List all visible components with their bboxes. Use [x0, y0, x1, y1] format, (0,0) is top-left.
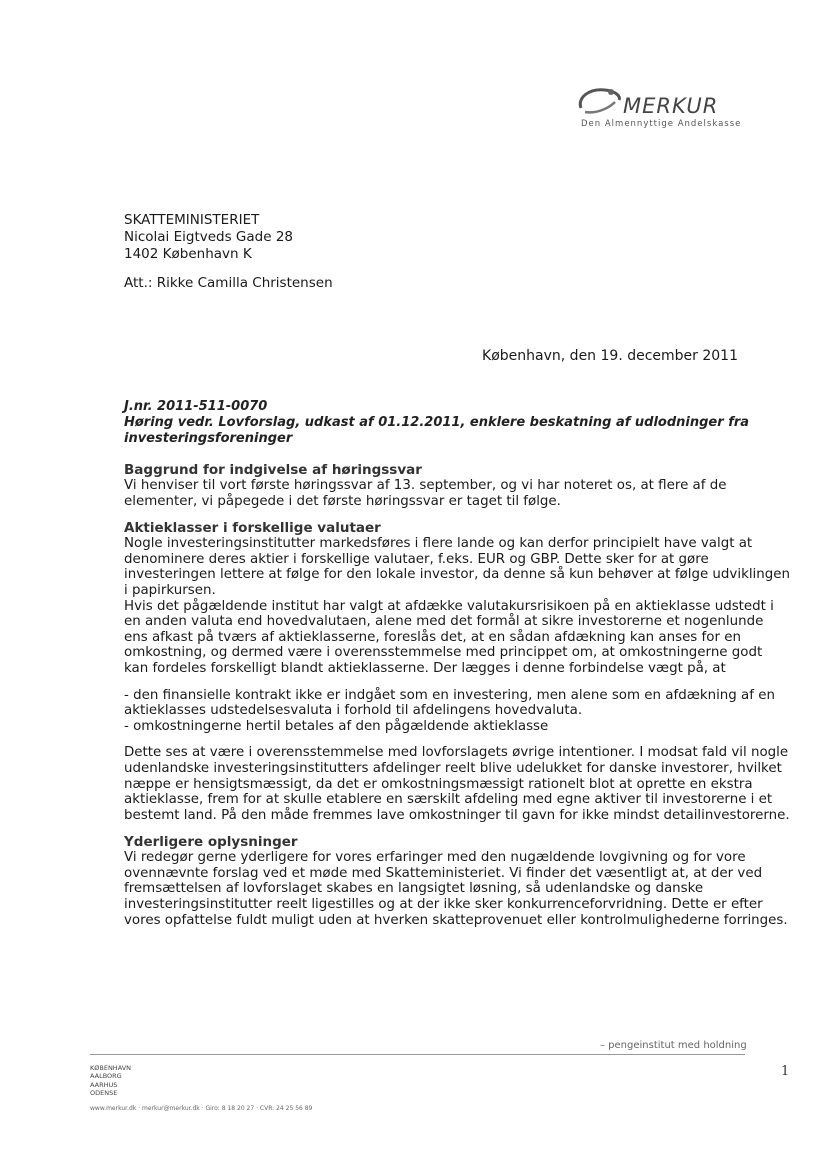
section-share-classes — [124, 520, 790, 823]
footer-web: www.merkur.dk · merkur@merkur.dk · Giro: 8 18 20 27 · CVR: 24 25 56 89 — [90, 1105, 313, 1112]
recipient-line: Nicolai Eigtveds Gade 28 — [124, 229, 294, 245]
journal-number: J.nr. 2011-511-0070 — [124, 399, 268, 414]
paragraph: Nogle investeringsinstitutter markedsføres i flere lande og kan derfor principielt have valgt at denominere deres aktier i forskellige valutaer, f.eks. EUR og GBP. Dette sker for at gøre investeringen lettere at følge for den lokale investor, da denne så kun behøver at følge udviklingen i papirkursen. — [124, 536, 790, 598]
section-heading: Yderligere oplysninger — [124, 834, 298, 851]
recipient-address — [124, 212, 293, 263]
footer-tagline: – pengeinstitut med holdning — [600, 1040, 747, 1051]
footer-city: ODENSE — [90, 1088, 118, 1097]
paragraph: Vi henviser til vort første høringssvar af 13. september, og vi har noteret os, at flere af de elementer, vi påpegede i det første høringssvar er taget til følge. — [124, 478, 727, 509]
date-line: København, den 19. december 2011 — [482, 348, 738, 364]
section-heading: Baggrund for indgivelse af høringssvar — [124, 462, 422, 478]
recipient-line: 1402 København K — [124, 246, 252, 262]
recipient-line: SKATTEMINISTERIET — [124, 212, 260, 228]
footer-city: AALBORG — [90, 1072, 122, 1081]
subject-text: Høring vedr. Lovforslag, udkast af 01.12.2011, enklere beskatning af udlodninger fra investeringsforeninger — [124, 415, 750, 446]
logo-tagline: Den Almennyttige Andelskasse — [581, 119, 742, 129]
attention-line: Att.: Rikke Camilla Christensen — [124, 275, 333, 291]
section-further-info — [124, 834, 790, 928]
logo-name: MERKUR — [623, 94, 719, 118]
page-number: 1 — [781, 1064, 790, 1079]
footer-city: AARHUS — [90, 1080, 118, 1089]
merkur-logo — [575, 84, 755, 134]
footer-city: KØBENHAVN — [90, 1064, 132, 1072]
footer-divider — [90, 1054, 745, 1055]
section-heading: Aktieklasser i forskellige valutaer — [124, 520, 381, 537]
paragraph: Dette ses at være i overensstemmelse med lovforslagets øvrige intentioner. I modsat fald vil nogle udenlandske investeringsinstitutters afdelinger reelt blive udelukket for danske investorer, hvilket næppe er hensigtsmæssigt, da det er omkostningsmæssigt rationelt blot at oprette en ekstra aktieklasse, frem for at skulle etablere en særskilt afdeling med egne aktiver til investorerne i et bestemt land. På den måde fremmes lave omkostninger til gavn for ikke mindst detailinvestorerne. — [124, 745, 790, 823]
paragraph: Vi redegør gerne yderligere for vores erfaringer med den nugældende lovgivning og for vore ovennævnte forslag ved et møde med Skatteministeriet. Vi finder det væsentligt at, at der ved fremsættelsen af lovforslaget skabes en langsigtet løsning, så udenlandske og danske investeringsinstitutter reelt ligestilles og at der ikke sker konkurrenceforvridning. Dette er efter vores opfattelse fuldt muligt uden at hverken skatteprovenuet eller kontrolmulighederne forringes. — [124, 850, 788, 928]
paragraph: Hvis det pågældende institut har valgt at afdække valutakursrisikoen på en aktieklasse udstedt i en anden valuta end hovedvalutaen, alene med det formål at sikre investorerne et nogenlunde ens afkast på tværs af aktieklasserne, foreslås det, at en sådan afdækning kan anses for en omkostning, og dermed være i overensstemmelse med princippet om, at omkostningerne godt kan fordeles forskelligt blandt aktieklasserne. Der lægges i denne forbindelse vægt på, at — [124, 598, 774, 676]
bullet-item: - omkostningerne hertil betales af den pågældende aktieklasse — [124, 718, 549, 734]
footer-cities — [90, 1064, 131, 1097]
letter-body — [124, 462, 790, 939]
section-background — [124, 462, 790, 509]
subject-block — [124, 399, 789, 447]
bullet-item: - den finansielle kontrakt ikke er indgået som en investering, men alene som en afdækning af en aktieklasses udstedelsesvaluta i forhold til afdelingens hovedvaluta. — [124, 687, 775, 719]
merkur-swirl-icon — [575, 84, 623, 118]
